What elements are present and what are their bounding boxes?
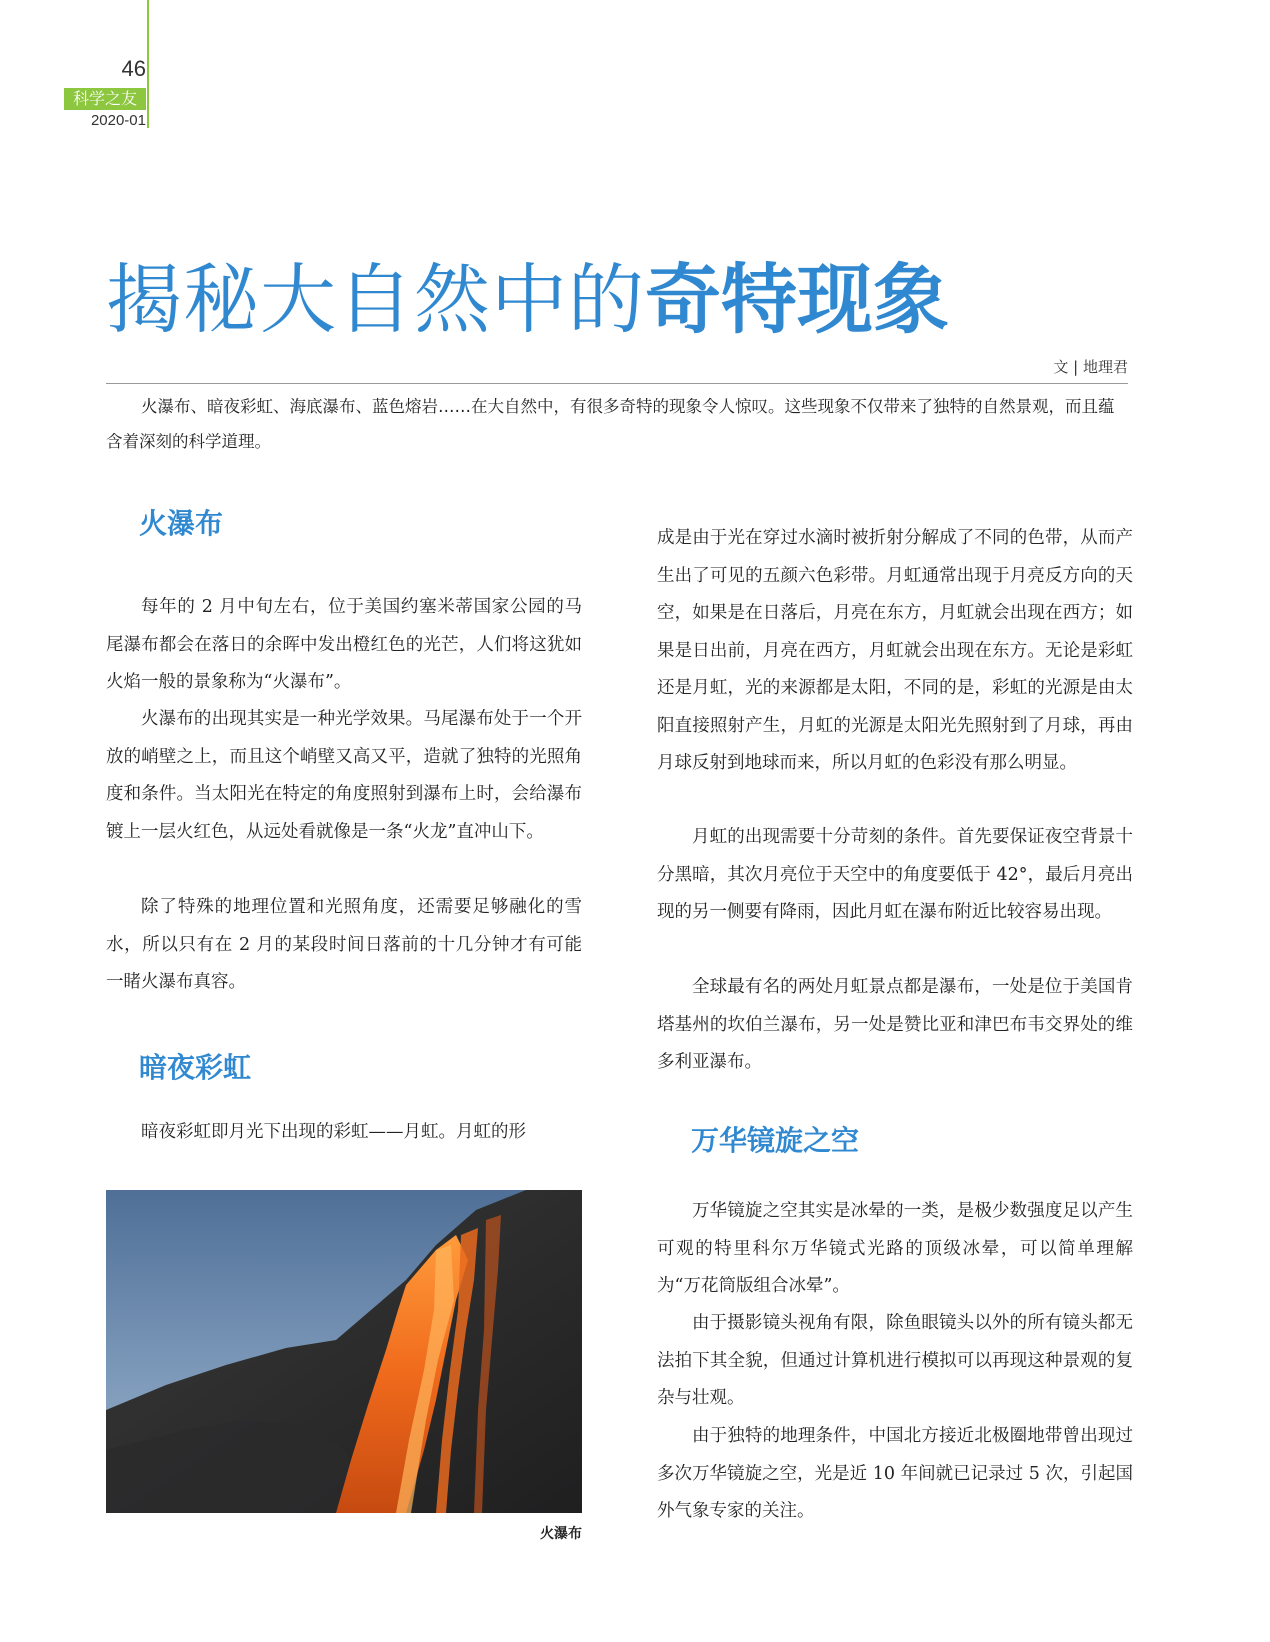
fire-waterfall-photo — [106, 1190, 582, 1513]
title-rule — [106, 383, 1128, 384]
paragraph: 除了特殊的地理位置和光照角度，还需要足够融化的雪水，所以只有在 2 月的某段时间日落前的十几分钟才有可能一睹火瀑布真容。 — [106, 897, 582, 992]
paragraph: 月虹的出现需要十分苛刻的条件。首先要保证夜空背景十分黑暗，其次月亮位于天空中的角度要低于 42°，最后月亮出现的另一侧要有降雨，因此月虹在瀑布附近比较容易出现。 — [657, 827, 1133, 922]
paragraph: 全球最有名的两处月虹景点都是瀑布，一处是位于美国肯塔基州的坎伯兰瀑布，另一处是赞比亚和津巴布韦交界处的维多利亚瀑布。 — [657, 977, 1133, 1072]
paragraph: 万华镜旋之空其实是冰晕的一类，是极少数强度足以产生可观的特里科尔万华镜式光路的顶级冰晕，可以简单理解为“万花筒版组合冰晕”。 — [657, 1201, 1133, 1296]
title-light-part: 揭秘大自然中的 — [106, 255, 645, 344]
paragraph: 火瀑布的出现其实是一种光学效果。马尾瀑布处于一个开放的峭壁之上，而且这个峭壁又高又平，造就了独特的光照角度和条件。当太阳光在特定的角度照射到瀑布上时，会给瀑布镀上一层火红色，从远处看就像是一条“火龙”直冲山下。 — [106, 709, 582, 842]
article-intro: 火瀑布、暗夜彩虹、海底瀑布、蓝色熔岩……在大自然中，有很多奇特的现象令人惊叹。这些现象不仅带来了独特的自然景观，而且蕴含着深刻的科学道理。 — [106, 397, 1115, 451]
title-bold-part: 奇特现象 — [645, 255, 949, 344]
paragraph: 成是由于光在穿过水滴时被折射分解成了不同的色带，从而产生出了可见的五颜六色彩带。月虹通常出现于月亮反方向的天空，如果是在日落后，月亮在东方，月虹就会出现在西方；如果是日出前，月亮在西方，月虹就会出现在东方。无论是彩虹还是月虹，光的来源都是太阳，不同的是，彩虹的光源是由太阳直接照射产生，月虹的光源是太阳光先照射到了月球，再由月球反射到地球而来，所以月虹的色彩没有那么明显。 — [657, 528, 1133, 773]
paragraph: 每年的 2 月中旬左右，位于美国约塞米蒂国家公园的马尾瀑布都会在落日的余晖中发出橙红色的光芒，人们将这犹如火焰一般的景象称为“火瀑布”。 — [106, 597, 582, 692]
header-divider-line — [147, 0, 149, 128]
paragraph: 由于独特的地理条件，中国北方接近北极圈地带曾出现过多次万华镜旋之空，光是近 10 年间就已记录过 5 次，引起国外气象专家的关注。 — [657, 1426, 1133, 1521]
paragraph: 暗夜彩虹即月光下出现的彩虹——月虹。月虹的形 — [141, 1122, 526, 1142]
byline: 文 | 地理君 — [1053, 358, 1128, 376]
article-title — [106, 255, 949, 345]
paragraph: 由于摄影镜头视角有限，除鱼眼镜头以外的所有镜头都无法拍下其全貌，但通过计算机进行模拟可以再现这种景观的复杂与壮观。 — [657, 1313, 1133, 1408]
photo-caption: 火瀑布 — [540, 1526, 582, 1542]
section-heading-fire-waterfall: 火瀑布 — [139, 507, 224, 540]
issue-date: 2020-01 — [90, 112, 146, 129]
page-number: 46 — [121, 56, 146, 81]
section-heading-kaleidoscope: 万华镜旋之空 — [691, 1124, 860, 1157]
magazine-name: 科学之友 — [64, 88, 146, 110]
section-heading-moonbow: 暗夜彩虹 — [139, 1051, 252, 1084]
